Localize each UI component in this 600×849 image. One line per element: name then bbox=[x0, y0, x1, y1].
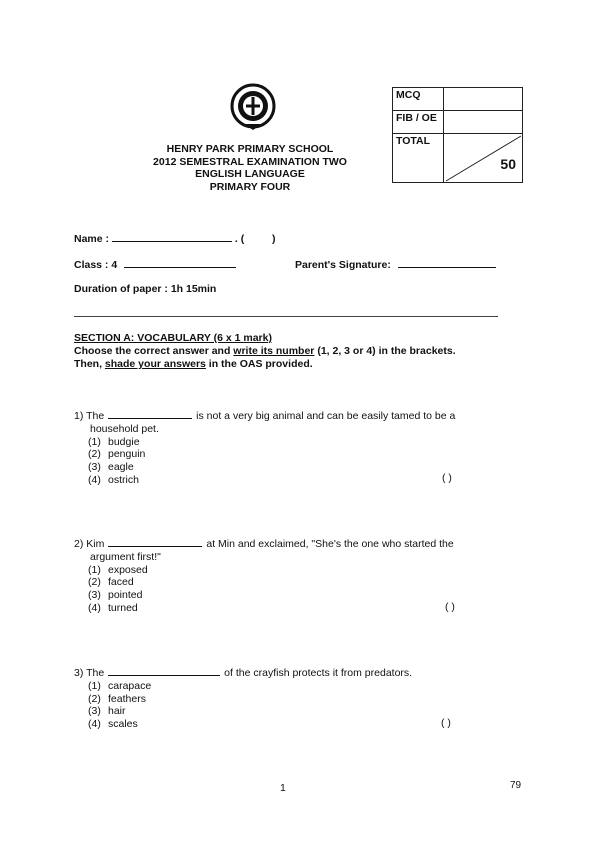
corner-mark: 79 bbox=[510, 780, 522, 791]
question-stem bbox=[74, 666, 412, 680]
class-field bbox=[74, 257, 236, 271]
answer-blank bbox=[108, 537, 202, 547]
option-text: hair bbox=[108, 705, 126, 718]
question-1 bbox=[74, 409, 455, 487]
instruction-line-2 bbox=[74, 358, 313, 370]
option-number: (2) bbox=[88, 576, 101, 589]
option bbox=[88, 705, 412, 718]
school-name: HENRY PARK PRIMARY SCHOOL bbox=[166, 143, 334, 155]
question-2 bbox=[74, 537, 454, 615]
parent-signature-field bbox=[295, 257, 496, 271]
name-label: Name : bbox=[74, 233, 110, 245]
option-text: carapace bbox=[108, 679, 152, 692]
question-number: 3) bbox=[74, 667, 84, 679]
marks-table bbox=[392, 87, 523, 183]
duration: Duration of paper : 1h 15min bbox=[74, 283, 217, 295]
option-number: (3) bbox=[88, 705, 101, 718]
option-text: pointed bbox=[108, 589, 143, 602]
class-blank[interactable] bbox=[124, 257, 236, 268]
option bbox=[88, 564, 454, 577]
exam-header bbox=[140, 143, 360, 193]
instruction-text: (1, 2, 3 or 4) in the brackets. bbox=[314, 345, 456, 357]
option-text: budgie bbox=[108, 435, 140, 448]
section-title: SECTION A: VOCABULARY (6 x 1 mark) bbox=[74, 332, 272, 344]
marks-label: FIB / OE bbox=[393, 111, 444, 134]
option-text: feathers bbox=[108, 692, 146, 705]
option-number: (4) bbox=[88, 718, 101, 731]
name-field bbox=[74, 231, 276, 245]
answer-bracket-3[interactable]: ( ) bbox=[441, 717, 451, 729]
question-text-line-2: household pet. bbox=[90, 422, 159, 435]
option-text: penguin bbox=[108, 448, 146, 461]
question-text-line-2: argument first!" bbox=[90, 550, 161, 563]
option bbox=[88, 680, 412, 693]
option-text: turned bbox=[108, 601, 138, 614]
question-text: at Min and exclaimed, "She's the one who started the bbox=[206, 538, 454, 550]
question-number: 1) bbox=[74, 410, 84, 422]
option-text: faced bbox=[108, 576, 134, 589]
question-text: The bbox=[86, 667, 105, 679]
instruction-underlined: write its number bbox=[233, 345, 315, 357]
question-stem bbox=[74, 409, 455, 423]
question-text: of the crayfish protects it from predators. bbox=[224, 667, 413, 679]
subject-title: ENGLISH LANGUAGE bbox=[195, 168, 305, 180]
option-list bbox=[74, 564, 454, 615]
option bbox=[88, 448, 455, 461]
option-list bbox=[74, 436, 455, 487]
question-3 bbox=[74, 666, 412, 731]
option-number: (1) bbox=[88, 679, 101, 692]
answer-bracket-2[interactable]: ( ) bbox=[445, 601, 455, 613]
exam-title: 2012 SEMESTRAL EXAMINATION TWO bbox=[153, 155, 347, 168]
option bbox=[88, 474, 455, 487]
total-score: 50 bbox=[500, 156, 516, 172]
option-number: (4) bbox=[88, 473, 101, 486]
option-number: (3) bbox=[88, 461, 101, 474]
option-text: exposed bbox=[108, 563, 148, 576]
question-text: The bbox=[86, 410, 105, 422]
register-bracket-close: ) bbox=[272, 233, 276, 245]
option-number: (4) bbox=[88, 601, 101, 614]
parent-signature-blank[interactable] bbox=[398, 257, 496, 268]
answer-bracket-1[interactable]: ( ) bbox=[442, 472, 452, 484]
instruction-text: in the OAS provided. bbox=[205, 358, 313, 370]
marks-row-fib bbox=[393, 111, 523, 134]
marks-label: MCQ bbox=[393, 88, 444, 111]
instruction-text: Choose the correct answer and bbox=[74, 345, 234, 357]
instruction-text: Then, bbox=[74, 358, 105, 370]
instruction-underlined: shade your answers bbox=[104, 358, 206, 370]
register-bracket-open: . ( bbox=[234, 233, 245, 245]
option-number: (1) bbox=[88, 435, 101, 448]
option bbox=[88, 693, 412, 706]
school-logo bbox=[230, 80, 276, 132]
option-text: eagle bbox=[108, 461, 134, 474]
parent-signature-label: Parent's Signature: bbox=[295, 259, 391, 271]
option bbox=[88, 436, 455, 449]
answer-blank bbox=[108, 409, 192, 419]
option-number: (3) bbox=[88, 589, 101, 602]
divider bbox=[74, 316, 498, 317]
name-blank[interactable] bbox=[112, 231, 232, 242]
marks-label: TOTAL bbox=[393, 134, 444, 183]
option bbox=[88, 718, 412, 731]
option bbox=[88, 589, 454, 602]
marks-row-mcq bbox=[393, 88, 523, 111]
option-number: (2) bbox=[88, 448, 101, 461]
option bbox=[88, 461, 455, 474]
answer-blank bbox=[108, 666, 220, 676]
option-number: (1) bbox=[88, 563, 101, 576]
question-text: is not a very big animal and can be easily tamed to be a bbox=[196, 410, 456, 422]
question-stem bbox=[74, 537, 454, 551]
question-number: 2) bbox=[74, 538, 84, 550]
option-text: ostrich bbox=[108, 473, 139, 486]
instruction-line-1 bbox=[74, 345, 456, 357]
marks-value bbox=[444, 88, 523, 111]
option bbox=[88, 576, 454, 589]
option-list bbox=[74, 680, 412, 731]
option bbox=[88, 602, 454, 615]
option-number: (2) bbox=[88, 692, 101, 705]
total-score-cell bbox=[444, 134, 523, 183]
level-title: PRIMARY FOUR bbox=[209, 180, 291, 193]
class-label: Class : 4 bbox=[74, 259, 118, 271]
option-text: scales bbox=[108, 718, 138, 731]
marks-value bbox=[444, 111, 523, 134]
marks-row-total bbox=[393, 134, 523, 183]
page-number: 1 bbox=[280, 782, 286, 794]
question-text: Kim bbox=[86, 538, 105, 550]
